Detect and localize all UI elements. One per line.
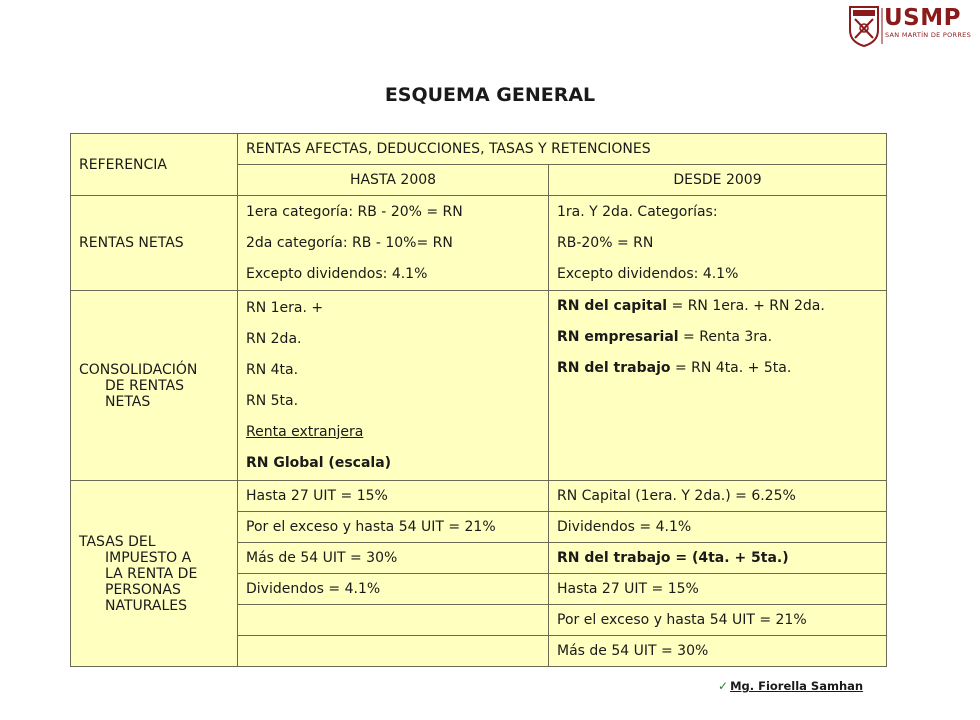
table-cell: Por el exceso y hasta 54 UIT = 21% xyxy=(238,512,549,543)
list-item: Excepto dividendos: 4.1% xyxy=(246,265,428,282)
consolidacion-label xyxy=(71,291,238,481)
author-name: Mg. Fiorella Samhan xyxy=(730,679,864,693)
list-item: 1era categoría: RB - 20% = RN xyxy=(246,203,463,220)
table-cell xyxy=(238,636,549,667)
header-row xyxy=(71,134,887,165)
list-item: RN 2da. xyxy=(246,330,302,347)
term: RN empresarial xyxy=(557,329,679,345)
usmp-logo-subtitle: SAN MARTÍN DE PORRES xyxy=(885,31,972,39)
table-cell: Más de 54 UIT = 30% xyxy=(238,543,549,574)
label-line: DE RENTAS xyxy=(105,377,185,394)
label-line: CONSOLIDACIÓN xyxy=(79,361,198,378)
checkmark-icon: ✓ xyxy=(718,679,729,693)
rentas-netas-2009-cell xyxy=(549,196,887,291)
table-row xyxy=(71,291,887,481)
author-signature xyxy=(718,679,863,693)
list-item xyxy=(557,322,878,353)
consolidacion-2008-cell xyxy=(238,291,549,481)
label-line: IMPUESTO A xyxy=(105,549,192,566)
list-item: 1ra. Y 2da. Categorías: xyxy=(557,203,718,220)
tasas-label xyxy=(71,481,238,667)
definition: = RN 1era. + RN 2da. xyxy=(667,298,825,314)
list-item: RB-20% = RN xyxy=(557,234,654,251)
label-line: LA RENTA DE xyxy=(105,565,198,582)
col-header-2009: DESDE 2009 xyxy=(549,165,887,196)
table-cell: Más de 54 UIT = 30% xyxy=(549,636,887,667)
list-item: Excepto dividendos: 4.1% xyxy=(557,265,739,282)
list-item: Renta extranjera xyxy=(246,423,364,440)
ref-header: REFERENCIA xyxy=(71,134,238,196)
rentas-netas-label: RENTAS NETAS xyxy=(71,196,238,291)
scheme-table xyxy=(70,133,887,667)
definition: = RN 4ta. + 5ta. xyxy=(670,360,792,376)
term: RN del capital xyxy=(557,298,668,314)
definition: = Renta 3ra. xyxy=(678,329,773,345)
term: RN del trabajo xyxy=(557,360,671,376)
list-item: RN Global (escala) xyxy=(246,454,392,471)
page-title: ESQUEMA GENERAL xyxy=(384,84,596,106)
list-item: RN 4ta. xyxy=(246,361,299,378)
consolidacion-2009-cell xyxy=(549,291,887,481)
table-cell xyxy=(238,605,549,636)
table-cell: Hasta 27 UIT = 15% xyxy=(238,481,549,512)
rentas-netas-2008-cell xyxy=(238,196,549,291)
table-cell: RN del trabajo = (4ta. + 5ta.) xyxy=(549,543,887,574)
main-header: RENTAS AFECTAS, DEDUCCIONES, TASAS Y RETENCIONES xyxy=(238,134,887,165)
list-item xyxy=(557,291,878,322)
table-cell: Por el exceso y hasta 54 UIT = 21% xyxy=(549,605,887,636)
list-item: 2da categoría: RB - 10%= RN xyxy=(246,234,453,251)
list-item xyxy=(557,353,878,384)
table-cell: RN Capital (1era. Y 2da.) = 6.25% xyxy=(549,481,887,512)
usmp-logo-text: USMP xyxy=(884,5,961,31)
label-line: NETAS xyxy=(105,393,151,410)
label-line: TASAS DEL xyxy=(79,533,156,550)
table-cell: Dividendos = 4.1% xyxy=(238,574,549,605)
list-item: RN 1era. + xyxy=(246,299,324,316)
label-line: PERSONAS xyxy=(105,581,181,598)
table-cell: Hasta 27 UIT = 15% xyxy=(549,574,887,605)
table-cell: Dividendos = 4.1% xyxy=(549,512,887,543)
table-row xyxy=(71,481,887,512)
table-row xyxy=(71,196,887,291)
label-line: NATURALES xyxy=(105,597,188,614)
col-header-2008: HASTA 2008 xyxy=(238,165,549,196)
list-item: RN 5ta. xyxy=(246,392,299,409)
